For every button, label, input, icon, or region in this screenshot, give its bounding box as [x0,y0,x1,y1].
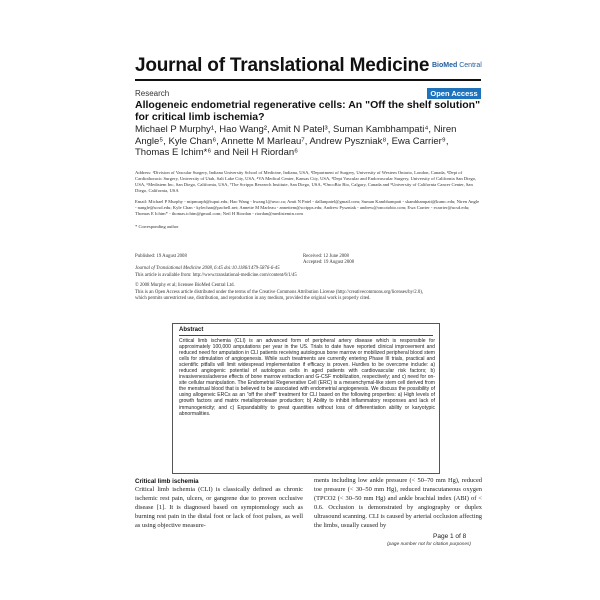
license-line-2: which permits unrestricted use, distribution, and reproduction in any medium, provided the original work is properly cited. [135,296,371,301]
section-label: Research [135,89,170,98]
author-emails: Email: Michael P Murphy - mipmurph@iupui.edu; Hao Wang - hwang1@uwo.ca; Amit N Patel - dallanpatel@gmail.com; Suman Kambhampati - skambhampati@kumc.edu; Niren Angle - nangle@ucsd.edu; Kyle Chan - kylechan@pacbell.net; Annette M Marleau - annettem@scripps.edu; Andrew Pyszniak - andrew@oncotobio.com; Ewa Carrier - ecarrier@ucsd.edu; Thomas E Ichim* - thomas.ichim@gmail.com; Neil H Riordan - riordan@medistemin.com [135,199,480,216]
article-title: Allogeneic endometrial regenerative cells: An "Off the shelf solution" for critical limb ischemia? [135,99,481,123]
body-column-left: Critical limb ischemia (CLI) is classically defined as chronic ischemic rest pain, ulcers, or gangrene due to proven occlusive disease [1]. It is diagnosed based on symptomology such as burning rest pain in the distal foot or lack of foot pulses, as well as using objective measure- [135,486,303,529]
abstract-box [172,323,440,474]
accepted-date: Accepted: 19 August 2008 [303,260,355,265]
publisher-logo-bold: BioMed [432,62,458,69]
page-number: Page 1 of 8 [433,533,467,540]
copyright-line: © 2008 Murphy et al; licensee BioMed Central Ltd. [135,283,235,288]
abstract-rule [179,335,433,336]
corresponding-author-note: * Corresponding author [135,224,179,229]
body-column-right: ments including low ankle pressure (< 50–70 mm Hg), reduced toe pressure (< 30–50 mm Hg), reduced transcutaneous oxygen (TPCO2 (< 30–50 mm Hg) and ankle brachial index (ABI) of < 0.6. Occlusion is demonstrated by angiography or duplex ultrasound scanning. CLI is caused by arterial occlusion affecting the limbs, usually caused by [314,477,482,529]
received-date: Received: 12 June 2008 [303,254,349,259]
license-line-1: This is an Open Access article distributed under the terms of the Creative Commons Attribution License (http://creativecommons.org/licenses/by/2.0), [135,290,424,295]
publisher-logo-rest: Central [457,62,482,69]
abstract-heading: Abstract [179,327,204,333]
citation-line: Journal of Translational Medicine 2008, 6:45 doi:10.1186/1479-5876-6-45 [135,266,280,271]
article-url-line[interactable]: This article is available from: http://www.translational-medicine.com/content/6/1/45 [135,273,297,278]
published-date: Published: 19 August 2008 [135,254,187,259]
author-addresses: Address: ¹Division of Vascular Surgery, Indiana University School of Medicine, Indiana, USA, ²Department of Surgery, University of Western Ontario, London, Canada, ³Dept of Cardiothoracic Surgery, University of Utah, Salt Lake City, USA, ⁴VA Medical Center, Kansas City, USA, ⁵Dept Vascular and Endovascular Surgery, University of California San Diego, USA, ⁶Medistem Inc, San Diego, California, USA, ⁷The Scripps Research Institute, San Diego, USA, ⁸OncoBio Bio, Calgary, Canada and ⁹University of California Cancer Center, San Diego, California, USA [135,170,477,193]
header-rule [135,79,481,81]
open-access-badge: Open Access [427,88,481,99]
publisher-logo [432,62,482,69]
section-heading: Critical limb ischemia [135,478,199,485]
page-number-note: (page number not for citation purposes) [387,542,471,547]
abstract-text: Critical limb ischemia (CLI) is an advanced form of peripheral artery disease which is responsible for approximately 100,000 amputations per year in the US. Trials to date have reported clinical improvement and reduced need for amputation in CLI patients receiving autologous bone marrow or mobilized peripheral blood stem cells for stimulation of angiogenesis. While such treatments are currently entering Phase III trials, practical and scientific pitfalls will limit widespread implementation if efficacy is proven. Hurdles to be overcome include: a) reduced angiogenic potential of autologous cells in aged patients with cardiovascular risk factors; b) invasiveness/adverse effects of bone marrow extraction and G-CSF mobilization, respectively; and c) need for on-site cellular manipulation. The Endometrial Regenerative Cell (ERC) is a mesenchymal-like stem cell derived from the menstrual blood that is believed to be associated with endometrial angiogenesis. We discuss the possibility of using allogeneic ERCs as an "off the shelf" treatment for CLI based on the following properties: a) High levels of growth factors and matrix metalloprotease production; b) Ability to inhibit inflammatory responses and lack of immunogenicity; and c) Expandability to great quantities without loss of differentiation ability or karyotypic abnormalities. [179,338,435,417]
journal-title: Journal of Translational Medicine [135,55,430,76]
author-list: Michael P Murphy¹, Hao Wang², Amit N Patel³, Suman Kambhampati⁴, Niren Angle⁵, Kyle Chan⁶, Annette M Marleau⁷, Andrew Pyszniak⁸, Ewa Carrier⁹, Thomas E Ichim*⁶ and Neil H Riordan⁶ [135,124,457,158]
